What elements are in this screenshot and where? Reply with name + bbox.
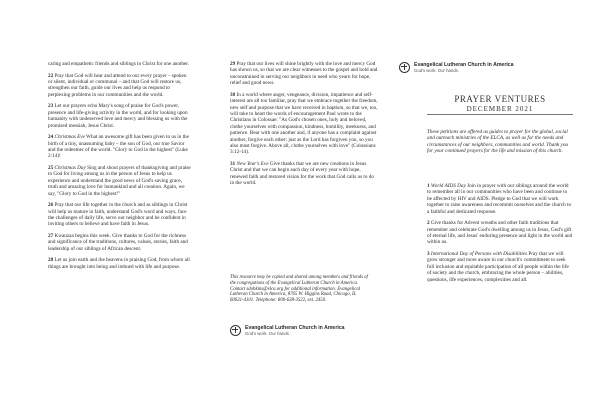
petition-item — [48, 61, 192, 67]
logo-tagline: God's work. Our hands. — [414, 68, 460, 73]
petition-text: Pray that God will hear and attend to our every prayer – spoken or silent, individual or communal – and that God will restore us, strengthen our faith, guide our lives and help us respond to perplexing problems in our communities and the world. — [48, 72, 187, 98]
petition-text: In a world where anger, vengeance, division, impatience and self-interest are all too familiar, pray that we embrace together the freedom, new self and purpose that we have received in baptism, so that we, too, will take to heart the words of encouragement Paul wrote to the Christians in Colossae: "As God's chosen ones, holy and beloved, clothe yourselves with compassion, kindness, humility, meekness, and patience. Bear with one another and, if anyone has a complaint against another, forgive each other; just as the Lord has forgiven you, so you also must forgive. Above all, clothe yourselves with love" (Colossians 3:12-14). — [230, 91, 378, 156]
petition-text: Pray that our lives will shine brightly with the love and mercy God has shown us, so that we are clear witnesses to the gospel and bold and unconstrained in serving our neighbors in need who yearn for hope, relief and good news. — [230, 61, 378, 87]
petition-title: Christmas Eve — [54, 134, 85, 141]
petition-item — [48, 165, 192, 197]
petition-date: 30 — [230, 91, 236, 98]
petition-item — [427, 183, 573, 215]
petition-date: 2 — [427, 220, 430, 227]
petition-item — [48, 103, 192, 129]
petition-date: 29 — [230, 61, 236, 67]
petition-item — [230, 61, 378, 87]
petitions-column-1 — [48, 61, 192, 275]
petition-date: 23 — [48, 103, 54, 110]
logo-tagline: God's work. Our hands. — [245, 331, 291, 336]
cross-icon — [399, 62, 410, 73]
petition-text: Sing and shout prayers of thanksgiving and praise to God for living among us in the person of Jesus to help us experience and understand the good news of God's saving grace, truth and amazing love for humankind and all creation. Again, we say, "Glory to God in the highest!" — [48, 165, 191, 197]
petition-item — [48, 233, 192, 252]
petition-date: 25 — [48, 165, 54, 172]
petitions-column-2 — [230, 61, 378, 192]
copyright-note: This resource may be copied and shared among members and friends of the congregations of the Evangelical Lutheran Church in America. Contact sdobkins@elca.org for additional information. Evangelical Lutheran Church in America, 8765 W. Higgins Road, Chicago, IL 60631-4101. Telephone: 800-638-3522, ext. 2450. — [230, 275, 368, 304]
petition-text: Join in prayer with our siblings around the world to remember all in our communities who have been and continue to be affected by HIV and AIDS. Pledge to God that we will work together to raise awareness and recommit ourselves and the church to a faithful and dedicated response. — [427, 183, 572, 215]
petition-title: International Day of Persons with Disabilities — [430, 251, 528, 258]
petition-item — [427, 251, 573, 283]
petition-item — [48, 257, 192, 270]
petition-text: Let us join earth and the heavens in praising God, from whom all things are brought into being and imbued with life and purpose. — [48, 257, 190, 270]
petition-text: caring and empathetic friends and siblings in Christ for one another. — [48, 61, 190, 67]
petition-text: What an awesome gift has been given to us in the birth of a tiny, unassuming baby – the son of God, our true Savior and the redeemer of the world. "Glory to God in the highest" (Luke 2:14)! — [48, 134, 189, 160]
petition-text: Pray that our life together in the church and as siblings in Christ will help us mature in faith, understand God's word and ways, face the challenges of daily life, serve our neighbor and be confident in inviting others to believe and have faith in Jesus. — [48, 202, 188, 228]
logo-name: Evangelical Lutheran Church in America — [245, 325, 345, 331]
page-title: PRAYER VENTURES — [454, 94, 546, 104]
petition-text: Pray that we will grow stronger and more aware in our church's commitment to seek full inclusion and equitable participation of all people within the life of society and the church, embracing the whole person – abilities, questions, life experiences, complexities and all. — [427, 251, 569, 283]
petition-item — [48, 202, 192, 228]
petition-text: Give thanks that we are new creations in Jesus Christ and that we can begin each day of every year with hope, renewed faith and restored vision for the work that God calls us to do in the world. — [230, 161, 374, 187]
petition-title: New Year's Eve — [236, 161, 269, 168]
petition-item — [48, 134, 192, 160]
petitions-column-3 — [427, 183, 573, 288]
petition-item — [230, 161, 378, 187]
petition-item — [48, 73, 192, 99]
petition-text: Kwanzaa begins this week. Give thanks to God for the richness and significance of the traditions, cultures, values, stories, faith and leadership of our siblings of African descent. — [48, 233, 188, 252]
petition-text: Let our prayers echo Mary's song of praise for God's power, presence and life-giving activity in the world, and for looking upon humanity with undeserved love and mercy and blessing us with the promised messiah, Jesus Christ. — [48, 103, 188, 129]
title-divider — [427, 114, 573, 115]
page-subtitle: DECEMBER 2021 — [466, 105, 534, 113]
petition-item — [230, 92, 378, 156]
petition-date: 22 — [48, 72, 54, 79]
petition-item — [427, 220, 573, 246]
petition-title: World AIDS Day — [430, 183, 466, 189]
petition-date: 3 — [427, 251, 430, 258]
petition-date: 1 — [427, 183, 430, 189]
petition-date: 24 — [48, 134, 54, 141]
petition-date: 26 — [48, 202, 54, 209]
cross-icon — [230, 325, 241, 336]
petition-title: Christmas Day — [54, 165, 86, 172]
elca-logo-top — [399, 62, 514, 73]
title-block — [427, 94, 573, 113]
petition-date: 28 — [48, 257, 54, 264]
logo-name: Evangelical Lutheran Church in America — [414, 62, 514, 68]
intro-text: These petitions are offered as guides to prayer for the global, social and outreach ministries of the ELCA, as well as for the needs and circumstances of our neighbors, communities and world. Thank you for your continued prayers for the life and mission of this church. — [427, 129, 569, 155]
petition-date: 31 — [230, 161, 236, 168]
petition-text: Give thanks for Advent wreaths and other faith traditions that remember and celebrate God's dwelling among us in Jesus, God's gift of eternal life, and Jesus' enduring presence and light in the world and within us. — [427, 220, 573, 246]
elca-logo-bottom — [230, 325, 345, 336]
petition-date: 27 — [48, 233, 54, 240]
